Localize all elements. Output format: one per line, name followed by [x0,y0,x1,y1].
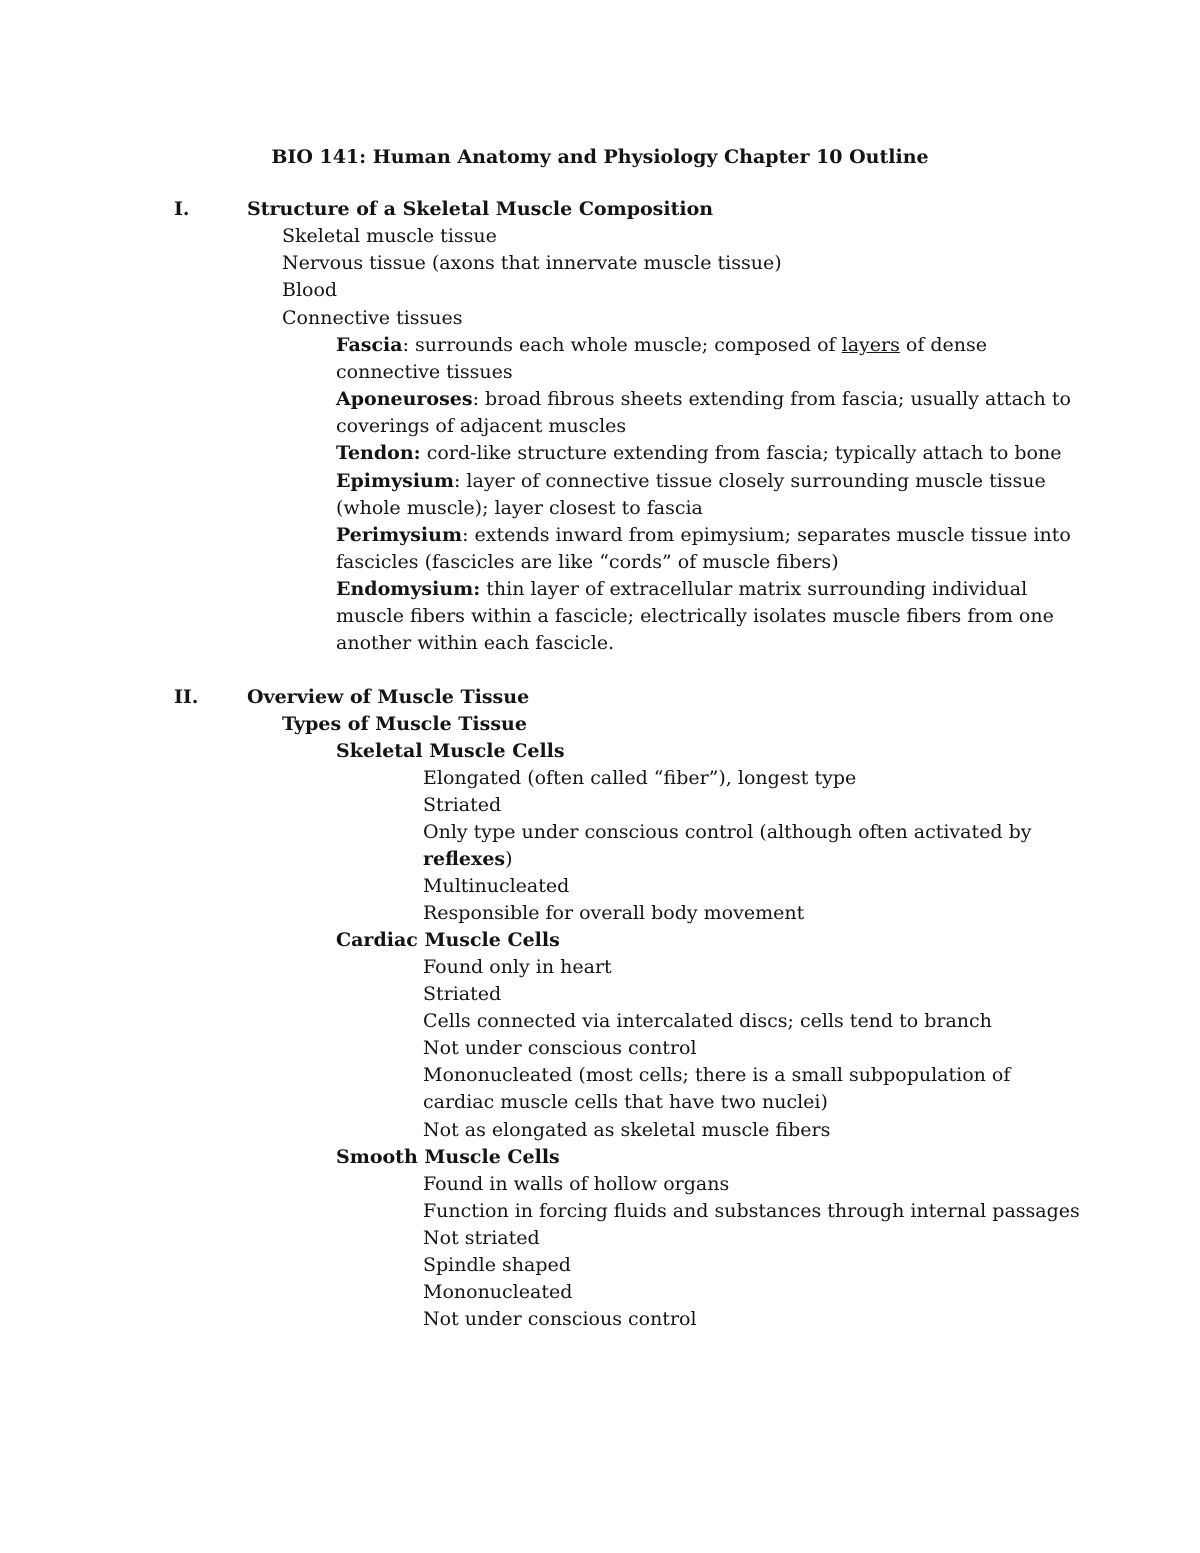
point-text: Striated [423,794,502,816]
subsection-title: Types of Muscle Tissue [282,713,527,735]
point-text: Not as elongated as skeletal muscle fibers [423,1119,831,1141]
point-text: Spindle shaped [423,1254,571,1276]
group-title: Smooth Muscle Cells [336,1146,560,1168]
definition: fascicles (fascicles are like “cords” of muscle fibers) [336,551,839,573]
definition: : broad fibrous sheets extending from fascia; usually attach to [472,388,1071,410]
point-text: Function in forcing fluids and substances through internal passages [423,1200,1080,1222]
point-text: Not under conscious control [423,1037,697,1059]
point-text: Mononucleated (most cells; there is a small subpopulation of [423,1064,1011,1086]
point-text: Mononucleated [423,1281,573,1303]
term: Tendon: [336,442,421,464]
definition: of dense [899,334,988,356]
item-text: Nervous tissue (axons that innervate muscle tissue) [282,252,782,274]
section-title: Structure of a Skeletal Muscle Composition [247,198,714,220]
bold-word: reflexes [423,848,506,870]
definition: : surrounds each whole muscle; composed of [402,334,842,356]
point-text: ) [505,848,513,870]
item-text: Skeletal muscle tissue [282,225,497,247]
point-text: cardiac muscle cells that have two nuclei) [423,1091,828,1113]
section-numeral: II. [174,686,199,708]
point-text: Striated [423,983,502,1005]
point-text: Responsible for overall body movement [423,902,805,924]
term: Perimysium [336,524,463,546]
section-numeral: I. [174,198,190,220]
item-text: Blood [282,279,338,301]
definition: coverings of adjacent muscles [336,415,627,437]
definition: cord-like structure extending from fascia; typically attach to bone [420,442,1062,464]
point-text: Cells connected via intercalated discs; cells tend to branch [423,1010,992,1032]
term: Fascia [336,334,403,356]
point-text: Multinucleated [423,875,570,897]
section-title: Overview of Muscle Tissue [247,686,530,708]
term: Endomysium: [336,578,481,600]
point-text: Found in walls of hollow organs [423,1173,730,1195]
item-text: Connective tissues [282,307,463,329]
term: Aponeuroses [336,388,473,410]
definition: : layer of connective tissue closely surrounding muscle tissue [453,470,1046,492]
definition: thin layer of extracellular matrix surrounding individual [480,578,1028,600]
document-title: BIO 141: Human Anatomy and Physiology Chapter 10 Outline [271,146,929,168]
definition: (whole muscle); layer closest to fascia [336,497,703,519]
term: Epimysium [336,470,454,492]
underlined-word: layers [841,334,900,356]
group-title: Cardiac Muscle Cells [336,929,560,951]
definition: muscle fibers within a fascicle; electrically isolates muscle fibers from one [336,605,1054,627]
definition: connective tissues [336,361,513,383]
point-text: Not striated [423,1227,540,1249]
point-text: Found only in heart [423,956,612,978]
definition: : extends inward from epimysium; separates muscle tissue into [462,524,1071,546]
point-text: Only type under conscious control (although often activated by [423,821,1032,843]
point-text: Elongated (often called “fiber”), longest type [423,767,857,789]
group-title: Skeletal Muscle Cells [336,740,565,762]
definition: another within each fascicle. [336,632,615,654]
point-text: Not under conscious control [423,1308,697,1330]
